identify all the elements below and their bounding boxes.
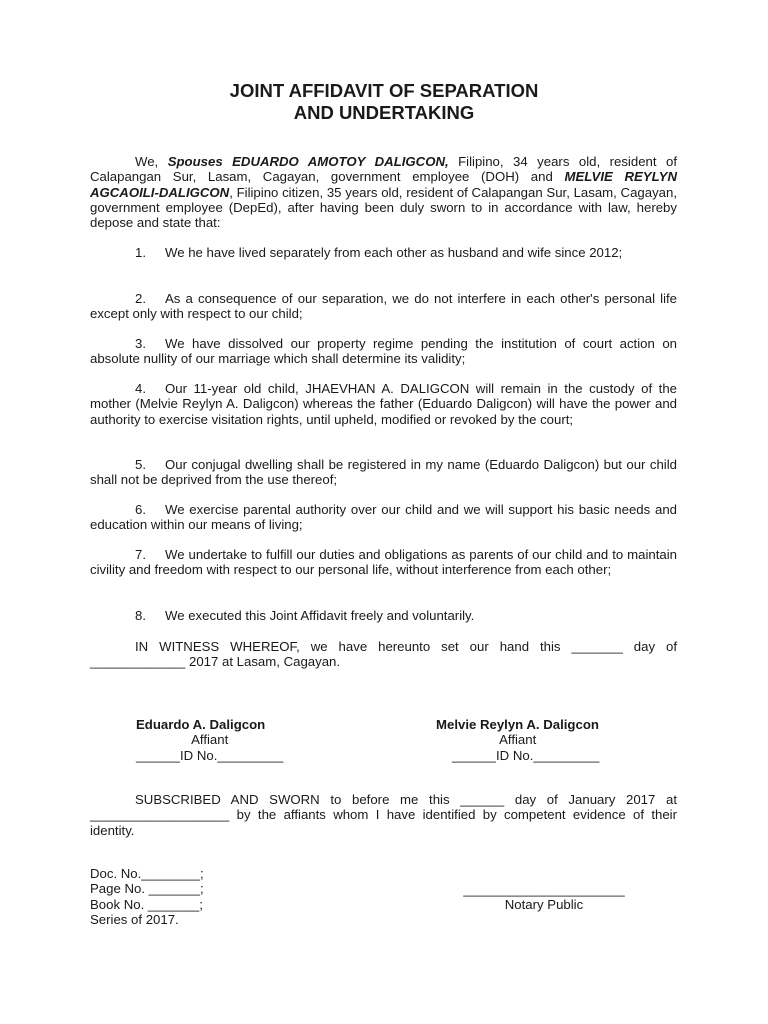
item-4 <box>90 381 677 427</box>
intro-part-1: Filipino, 34 years old, resident of Calapangan Sur, Lasam, Cagayan, government employee (DOH) and <box>90 154 677 185</box>
affiant-1-id: ______ID No._________ <box>136 747 284 763</box>
item-5 <box>90 457 677 488</box>
item-number: 7. <box>135 547 146 562</box>
spouse-2-name: MELVIE REYLYN AGCAOILI-DALIGCON <box>90 169 677 200</box>
affiant-2-role: Affiant <box>499 732 537 748</box>
doc-number: Doc. No.________; <box>90 866 204 881</box>
item-text: Our conjugal dwelling shall be registered in my name (Eduardo Daligcon) but our child shall not be deprived from the use thereof; <box>90 457 677 488</box>
spouse-1-name: Spouses EDUARDO AMOTOY DALIGCON, <box>167 154 449 169</box>
item-number: 6. <box>135 502 146 517</box>
affiant-2-id: ______ID No._________ <box>452 747 600 763</box>
notary-signature-line: ______________________ <box>463 882 625 897</box>
item-text: We exercise parental authority over our child and we will support his basic needs and education within our means of living; <box>90 502 677 533</box>
affiant-2-name: Melvie Reylyn A. Daligcon <box>436 717 599 732</box>
item-text: Our 11-year old child, JHAEVHAN A. DALIGCON will remain in the custody of the mother (Melvie Reylyn A. Daligcon) whereas the father (Eduardo Daligcon) will have the power and authority to exercise visitation rights, until upheld, modified or revoked by the court; <box>90 381 677 427</box>
affiant-1-name: Eduardo A. Daligcon <box>136 717 266 732</box>
item-number: 1. <box>135 245 146 260</box>
book-number: Book No. _______; <box>90 896 203 912</box>
intro-part-2: , Filipino citizen, 35 years old, resident of Calapangan Sur, Lasam, Cagayan, government employee (DepEd), after having been duly sworn to in accordance with law, hereby depose and state that: <box>90 184 677 231</box>
item-3 <box>90 336 677 367</box>
witness-text: IN WITNESS WHEREOF, we have hereunto set our hand this _______ day of _____________ 2017 at Lasam, Cagayan. <box>90 639 677 670</box>
document-title <box>0 80 768 124</box>
affiant-2-signature-block <box>436 717 599 763</box>
item-text: We executed this Joint Affidavit freely and voluntarily. <box>165 608 475 623</box>
item-number: 3. <box>135 336 146 351</box>
item-number: 2. <box>135 291 146 306</box>
item-7 <box>90 547 677 578</box>
witness-paragraph <box>90 639 677 670</box>
subscribed-text: SUBSCRIBED AND SWORN to before me this ______ day of January 2017 at ___________________ by the affiants whom I have identified by competent evidence of their identity. <box>90 792 677 838</box>
item-text: We undertake to fulfill our duties and obligations as parents of our child and to maintain civility and freedom with respect to our personal life, without interference from each other; <box>90 547 677 578</box>
title-line-1: JOINT AFFIDAVIT OF SEPARATION <box>229 80 539 101</box>
item-2 <box>90 291 677 322</box>
notary-label: Notary Public <box>504 897 584 913</box>
intro-we: We, <box>135 154 168 169</box>
item-text: As a consequence of our separation, we do not interfere in each other's personal life except only with respect to our child; <box>90 291 677 322</box>
item-8 <box>90 608 677 623</box>
intro-paragraph <box>90 154 677 230</box>
item-number: 8. <box>135 608 146 623</box>
item-number: 4. <box>135 381 146 396</box>
notary-signature-block <box>452 882 636 913</box>
affiant-1-signature-block <box>136 717 283 763</box>
subscribed-paragraph <box>90 792 677 838</box>
item-6 <box>90 502 677 533</box>
title-line-2: AND UNDERTAKING <box>293 102 475 123</box>
item-1 <box>90 245 677 260</box>
item-text: We he have lived separately from each other as husband and wife since 2012; <box>165 245 623 260</box>
page-number: Page No. _______; <box>90 881 204 897</box>
item-number: 5. <box>135 457 146 472</box>
affiant-1-role: Affiant <box>191 732 229 748</box>
series-year: Series of 2017. <box>90 911 179 927</box>
notarial-register <box>90 866 204 927</box>
item-text: We have dissolved our property regime pending the institution of court action on absolute nullity of our marriage which shall determine its validity; <box>90 336 677 367</box>
